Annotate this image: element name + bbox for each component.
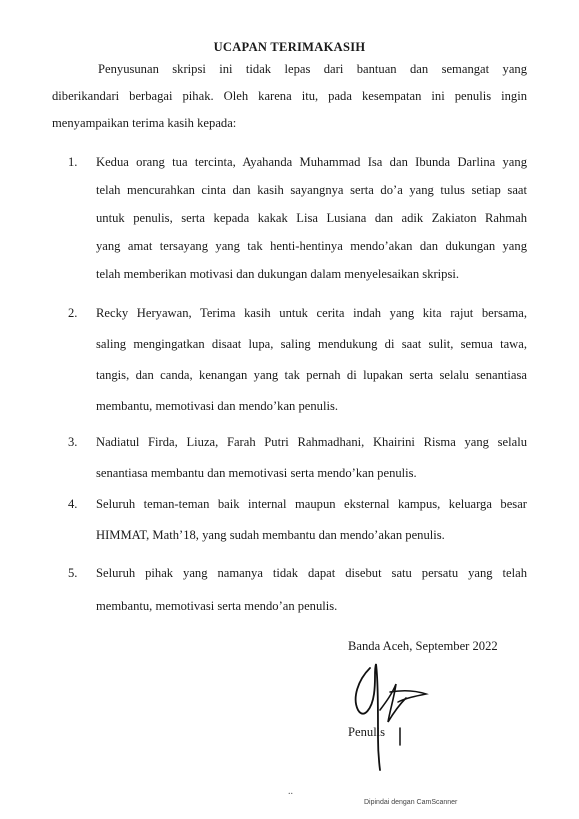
- list-item: [70, 557, 527, 623]
- list-line: untuk penulis, serta kepada kakak Lisa Lusiana dan adik Zakiaton Rahmah: [96, 211, 527, 225]
- handwritten-signature: [340, 650, 440, 775]
- list-line: Seluruh pihak yang namanya tidak dapat disebut satu persatu yang telah: [96, 566, 527, 580]
- list-line: Seluruh teman-teman baik internal maupun eksternal kampus, keluarga besar: [96, 497, 527, 511]
- list-number: 1.: [68, 155, 78, 169]
- intro-paragraph: [52, 56, 527, 137]
- list-line: telah memberikan motivasi dan dukungan dalam menyelesaikan skripsi.: [96, 267, 460, 281]
- list-line: Nadiatul Firda, Liuza, Farah Putri Rahmadhani, Khairini Risma yang selalu: [96, 435, 527, 449]
- list-line: tangis, dan canda, kenangan yang tak pernah di lupakan serta selalu senantiasa: [96, 368, 527, 382]
- list-line: telah mencurahkan cinta dan kasih sayangnya serta do’a yang tulus setiap saat: [96, 183, 527, 197]
- list-number: 3.: [68, 435, 78, 449]
- list-number: 5.: [68, 566, 78, 580]
- list-line: HIMMAT, Math’18, yang sudah membantu dan mendo’akan penulis.: [96, 528, 445, 542]
- intro-line: Penyusunan skripsi ini tidak lepas dari bantuan dan semangat yang: [98, 62, 527, 76]
- intro-line: diberikandari berbagai pihak. Oleh karena itu, pada kesempatan ini penulis ingin: [52, 89, 527, 103]
- list-line: Recky Heryawan, Terima kasih untuk cerita indah yang kita rajut bersama,: [96, 306, 527, 320]
- list-item: [70, 489, 527, 551]
- list-number: 4.: [68, 497, 78, 511]
- intro-line: menyampaikan terima kasih kepada:: [52, 116, 237, 130]
- list-line: saling mengingatkan disaat lupa, saling mendukung di saat sulit, semua tawa,: [96, 337, 527, 351]
- list-line: senantiasa membantu dan memotivasi serta mendo’kan penulis.: [96, 466, 417, 480]
- list-item: [70, 298, 527, 422]
- list-line: Kedua orang tua tercinta, Ayahanda Muhammad Isa dan Ibunda Darlina yang: [96, 155, 527, 169]
- author-label: Penulis: [348, 725, 386, 739]
- list-line: membantu, memotivasi dan mendo’kan penulis.: [96, 399, 339, 413]
- page-title: UCAPAN TERIMAKASIH: [213, 40, 366, 54]
- place-date: Banda Aceh, September 2022: [348, 639, 498, 653]
- list-line: membantu, memotivasi serta mendo’an penulis.: [96, 599, 338, 613]
- footer-dots: ..: [288, 786, 293, 797]
- scanner-watermark: Dipindai dengan CamScanner: [364, 799, 458, 806]
- list-line: yang amat tersayang yang tak henti-hentinya mendo’akan dan dukungan yang: [96, 239, 527, 253]
- list-number: 2.: [68, 306, 78, 320]
- list-item: [70, 148, 527, 288]
- list-item: [70, 427, 527, 489]
